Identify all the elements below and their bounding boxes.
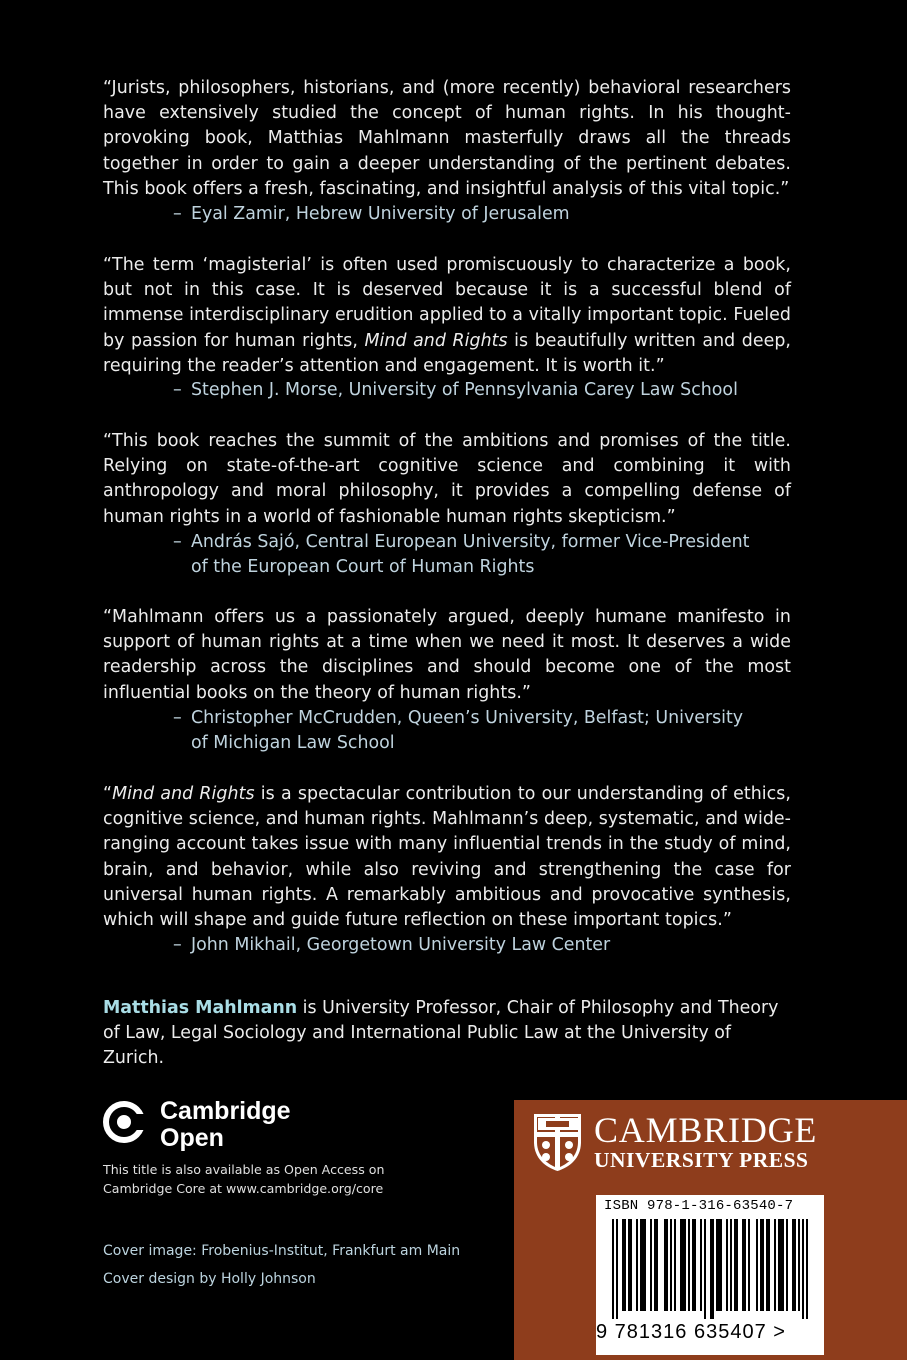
- endorsement-4-text: “Mahlmann offers us a passionately argued, deeply humane manifesto in support of human rights at a time when we need it most. It deserves a wide readership across the disciplines and should become one of the most influential books on the theory of human rights.”: [103, 607, 791, 703]
- barcode-digits: 9 781316 635407 >: [596, 1321, 786, 1343]
- endorsement-2-attribution: – Stephen J. Morse, University of Pennsylvania Carey Law School: [173, 380, 738, 400]
- barcode-icon: [604, 1219, 816, 1319]
- endorsement-1-attribution: – Eyal Zamir, Hebrew University of Jerusalem: [173, 204, 570, 224]
- university-shield-icon: [532, 1112, 583, 1173]
- endorsement-3-text: “This book reaches the summit of the ambitions and promises of the title. Relying on state-of-the-art cognitive science and combining it with anthropology and moral philosophy, it provides a compelling defense of human rights in a world of fashionable human rights skepticism.”: [103, 431, 791, 527]
- publisher-panel: [514, 1100, 907, 1360]
- author-bio: Matthias Mahlmann is University Professor, Chair of Philosophy and Theory of Law, Legal Sociology and International Public Law at the University of Zurich.: [103, 998, 779, 1069]
- isbn-label: ISBN 978-1-316-63540-7: [604, 1198, 794, 1214]
- cover-credits: [103, 1237, 483, 1293]
- endorsement-1-text: “Jurists, philosophers, historians, and (more recently) behavioral researchers have extensively studied the concept of human rights. In his thought-provoking book, Matthias Mahlmann masterfully draws all the threads together in order to gain a deeper understanding of the pertinent debates. This book offers a fresh, fascinating, and insightful analysis of this vital topic.”: [103, 78, 791, 199]
- endorsement-5-text: “Mind and Rights is a spectacular contribution to our understanding of ethics, cognitive science, and human rights. Mahlmann’s deep, systematic, and wide-ranging account takes issue with many influential trends in the study of mind, brain, and behavior, while also reviving and strengthening the case for universal human rights. A remarkably ambitious and provocative synthesis, which will shape and guide future reflection on these important topics.”: [103, 784, 791, 931]
- endorsement-3-attribution: – András Sajó, Central European University, former Vice-President of the European Court of Human Rights: [173, 532, 750, 578]
- publisher-name: CAMBRIDGE UNIVERSITY PRESS: [594, 1110, 818, 1172]
- open-access-note: This title is also available as Open Access on Cambridge Core at www.cambridge.org/core: [103, 1162, 385, 1196]
- cover-image-credit: Cover image: Frobenius-Institut, Frankfurt am Main: [103, 1243, 461, 1259]
- isbn-barcode: [596, 1195, 824, 1355]
- endorsement-5-attribution: – John Mikhail, Georgetown University Law Center: [173, 935, 611, 955]
- endorsement-2-text: “The term ‘magisterial’ is often used promiscuously to characterize a book, but not in this case. It is deserved because it is a successful blend of immense interdisciplinary erudition applied to a vitally important topic. Fueled by passion for human rights, Mind and Rights is beautifully written and deep, requiring the reader’s attention and engagement. It is worth it.”: [103, 255, 792, 376]
- cover-design-credit: Cover design by Holly Johnson: [103, 1271, 316, 1287]
- endorsement-4-attribution: – Christopher McCrudden, Queen’s University, Belfast; University of Michigan Law School: [173, 708, 744, 754]
- cambridge-open-wordmark: Cambridge Open: [160, 1097, 291, 1152]
- author-name: Matthias Mahlmann: [103, 998, 298, 1018]
